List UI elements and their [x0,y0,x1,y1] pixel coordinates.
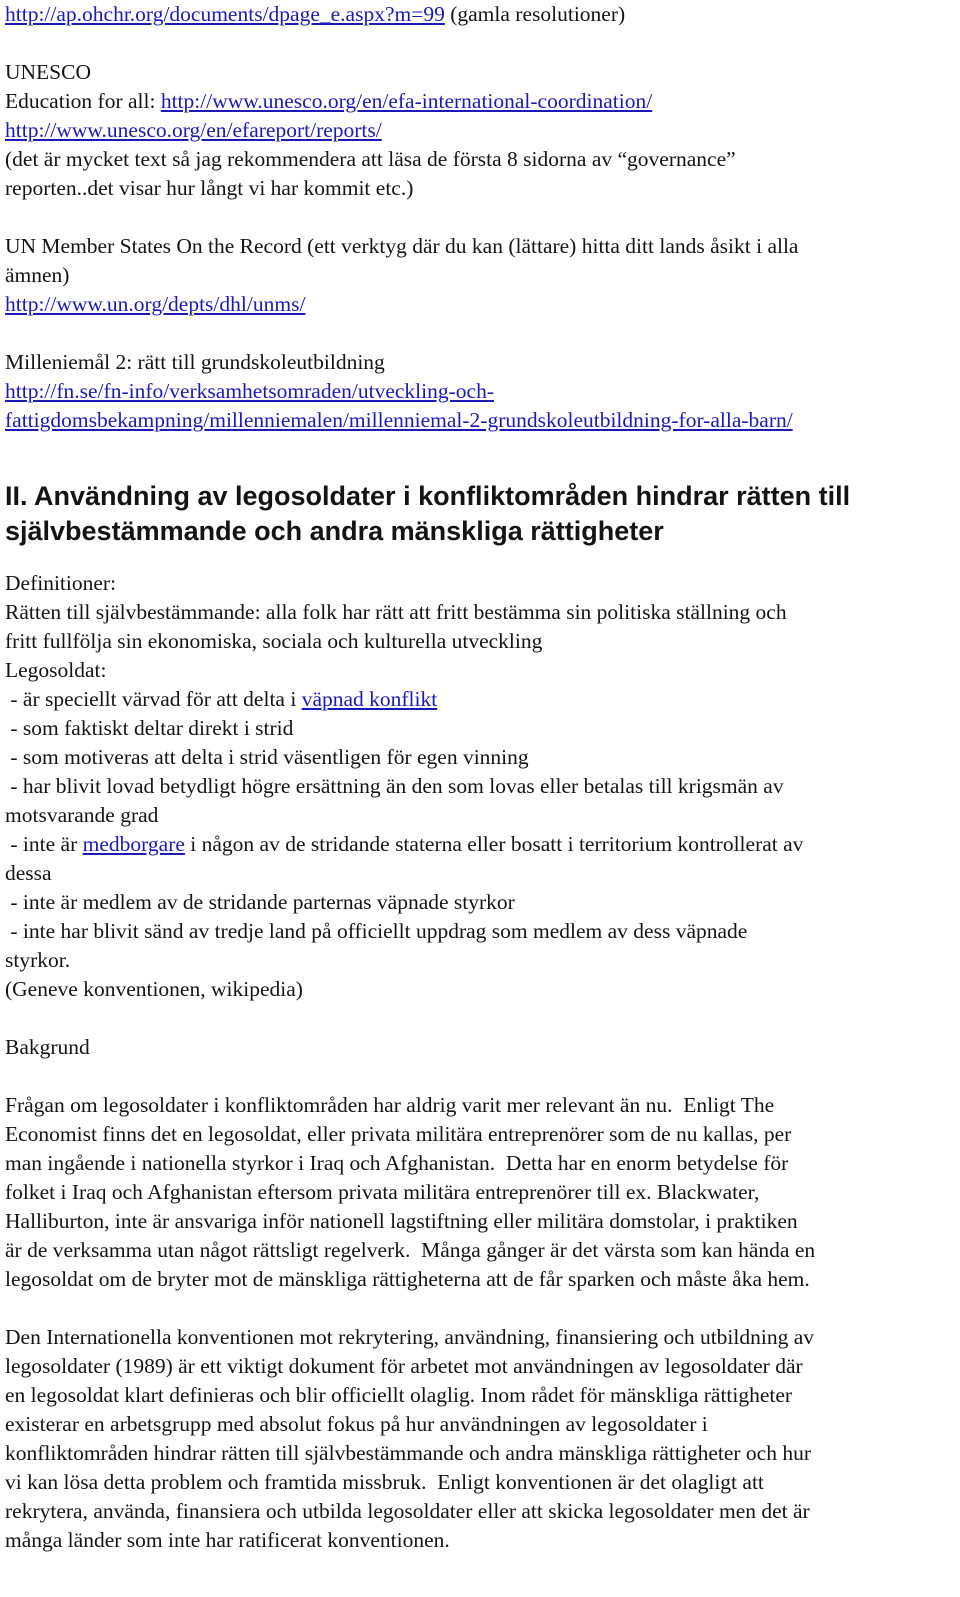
paragraph-line: folket i Iraq och Afghanistan eftersom privata militära entreprenörer till ex. Blackwater, [5,1180,760,1204]
criteria-item-2: - som faktiskt deltar direkt i strid [5,716,294,740]
efa-link[interactable]: http://www.unesco.org/en/efa-international-coordination/ [160,89,653,113]
criteria-item-5-post: i någon av de stridande staterna eller bosatt i territorium kontrollerat av [184,832,804,856]
spacer [5,29,954,58]
mdg-link-line-1 [5,377,954,406]
background-paragraph-1 [5,1091,954,1294]
spacer [5,1062,954,1091]
mdg-link-line-2 [5,406,954,435]
un-member-text-2: ämnen) [5,263,70,287]
criteria-item-4-cont: motsvarande grad [5,803,159,827]
ohchr-line [5,0,954,29]
paragraph-line: vi kan lösa detta problem och framtida missbruk. Enligt konventionen är det olagligt att [5,1470,764,1494]
un-link-line [5,290,954,319]
criteria-item-7-cont: styrkor. [5,948,71,972]
criteria-item-5 [5,830,954,859]
criteria-item-3: - som motiveras att delta i strid väsentligen för egen vinning [5,745,529,769]
criteria-item-6: - inte är medlem av de stridande parternas väpnade styrkor [5,890,515,914]
criteria-item-5-cont: dessa [5,861,52,885]
spacer [5,549,954,569]
paragraph-line: legosoldat om de bryter mot de mänskliga rättigheterna att de får sparken och måste åka hem. [5,1267,810,1291]
un-link[interactable]: http://www.un.org/depts/dhl/unms/ [5,292,306,316]
paragraph-line: Frågan om legosoldater i konfliktområden har aldrig varit mer relevant än nu. Enligt The [5,1093,775,1117]
criteria-item-4: - har blivit lovad betydligt högre ersättning än den som lovas eller betalas till krigsmän av [5,774,784,798]
section-heading-line-1: II. Användning av legosoldater i konfliktområden hindrar rätten till [5,481,851,511]
section-heading-line-2: självbestämmande och andra mänskliga rättigheter [5,516,664,546]
definition-self-determination-1: Rätten till självbestämmande: alla folk har rätt att fritt bestämma sin politiska ställning och [5,600,787,624]
criteria-item-1 [5,685,954,714]
section-heading [5,479,954,549]
paragraph-line: en legosoldat klart definieras och blir officiellt olaglig. Inom rådet för mänskliga rättigheter [5,1383,793,1407]
paragraph-line: rekrytera, använda, finansiera och utbilda legosoldater eller att skicka legosoldater men det är [5,1499,810,1523]
mercenary-label: Legosoldat: [5,658,107,682]
unesco-title: UNESCO [5,60,92,84]
efareport-link[interactable]: http://www.unesco.org/en/efareport/reports/ [5,118,382,142]
criteria-item-7: - inte har blivit sänd av tredje land på officiellt uppdrag som medlem av dess väpnade [5,919,748,943]
spacer [5,319,954,348]
paragraph-line: Halliburton, inte är ansvariga inför nationell lagstiftning eller militära domstolar, i praktiken [5,1209,798,1233]
background-paragraph-2 [5,1323,954,1555]
citizen-link[interactable]: medborgare [82,832,185,856]
efa-label: Education for all: [5,89,161,113]
efa-line [5,87,954,116]
efareport-line [5,116,954,145]
criteria-item-1-text: - är speciellt värvad för att delta i [5,687,302,711]
armed-conflict-link[interactable]: väpnad konflikt [301,687,438,711]
paragraph-line: existerar en arbetsgrupp med absolut fokus på hur användningen av legosoldater i [5,1412,708,1436]
mdg-text: Milleniemål 2: rätt till grundskoleutbildning [5,350,385,374]
paragraph-line: legosoldater (1989) är ett viktigt dokument för arbetet mot användningen av legosoldater där [5,1354,803,1378]
report-note-line-2: reporten..det visar hur långt vi har kommit etc.) [5,176,414,200]
definitions-label: Definitioner: [5,571,117,595]
background-label: Bakgrund [5,1035,90,1059]
paragraph-line: många länder som inte har ratificerat konventionen. [5,1528,450,1552]
paragraph-line: Economist finns det en legosoldat, eller privata militära entreprenörer som de nu kallas, per [5,1122,792,1146]
spacer [5,435,954,479]
paragraph-line: man ingående i nationella styrkor i Iraq och Afghanistan. Detta har en enorm betydelse för [5,1151,789,1175]
un-member-text-1: UN Member States On the Record (ett verktyg där du kan (lättare) hitta ditt lands åsikt i alla [5,234,799,258]
spacer [5,1294,954,1323]
paragraph-line: är de verksamma utan något rättsligt regelverk. Många gånger är det värsta som kan hända en [5,1238,816,1262]
mdg-link-part-2[interactable]: fattigdomsbekampning/millenniemalen/millenniemal-2-grundskoleutbildning-for-alla-barn/ [5,408,793,432]
paragraph-line: konfliktområden hindrar rätten till självbestämmande och andra mänskliga rättigheter och hur [5,1441,811,1465]
definition-self-determination-2: fritt fullfölja sin ekonomiska, sociala och kulturella utveckling [5,629,543,653]
spacer [5,1004,954,1033]
source-citation: (Geneve konventionen, wikipedia) [5,977,303,1001]
mdg-link-part-1[interactable]: http://fn.se/fn-info/verksamhetsomraden/utveckling-och- [5,379,494,403]
report-note-line-1: (det är mycket text så jag rekommendera att läsa de första 8 sidorna av “governance” [5,147,736,171]
paragraph-line: Den Internationella konventionen mot rekrytering, användning, finansiering och utbildning av [5,1325,815,1349]
spacer [5,203,954,232]
criteria-item-5-pre: - inte är [5,832,83,856]
ohchr-link[interactable]: http://ap.ohchr.org/documents/dpage_e.aspx?m=99 [5,2,445,26]
ohchr-note: (gamla resolutioner) [444,2,626,26]
